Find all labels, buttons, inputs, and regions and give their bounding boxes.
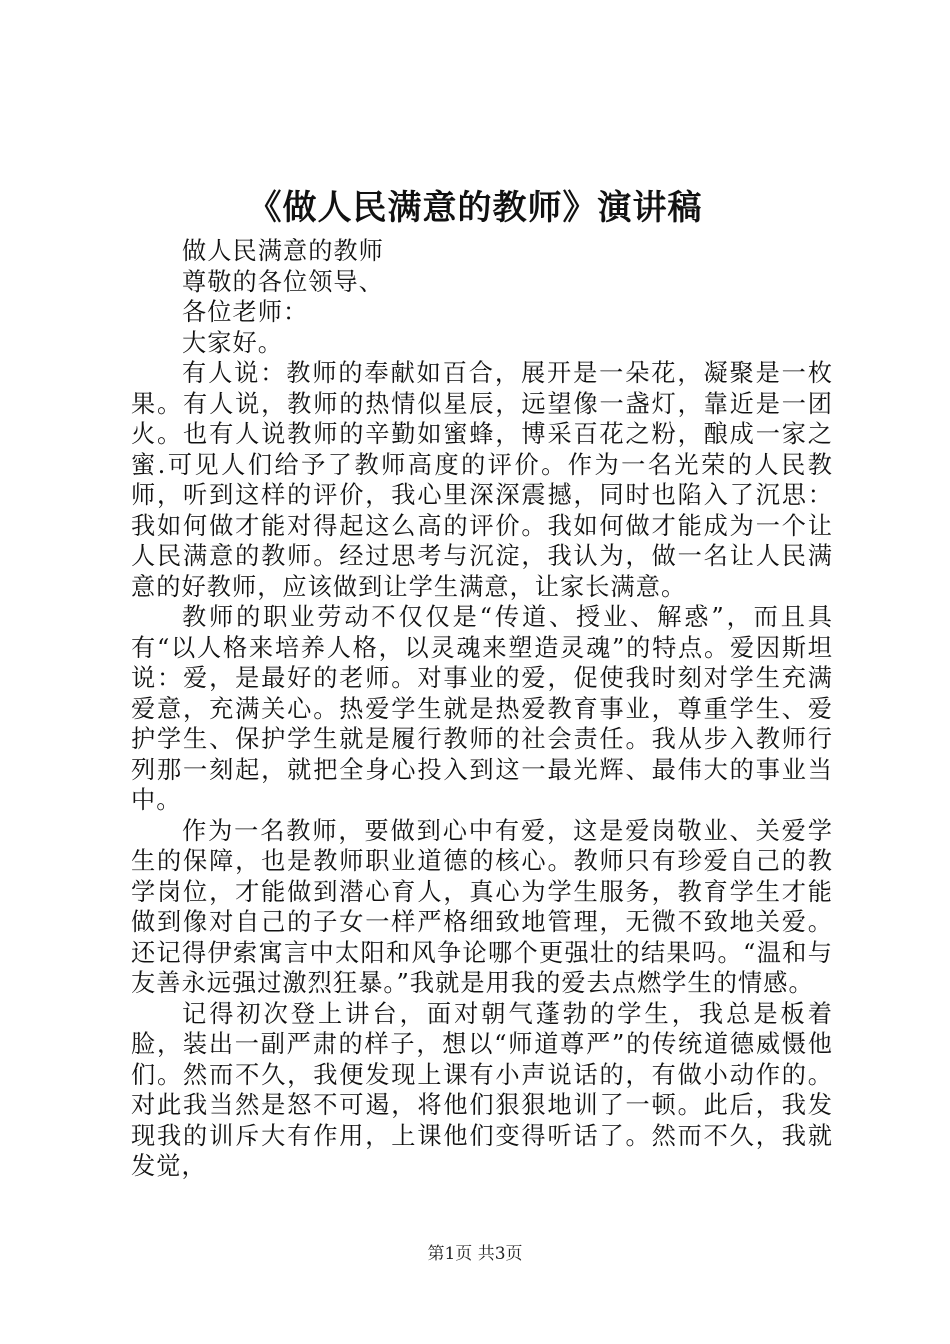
page-footer: 第1页 共3页 [427, 1244, 523, 1264]
paragraph-body-1: 有人说：教师的奉献如百合，展开是一朵花，凝聚是一枚果。有人说，教师的热情似星辰，远望像一盏灯，靠近是一团火。也有人说教师的辛勤如蜜蜂，博采百花之粉，酿成一家之蜜.可见人们给予了教师高度的评价。作为一名光荣的人民教师，听到这样的评价，我心里深深震撼，同时也陷入了沉思：我如何做才能对得起这么高的评价。我如何做才能成为一个让人民满意的教师。经过思考与沉淀，我认为，做一名让人民满意的好教师，应该做到让学生满意，让家长满意。 [131, 359, 833, 601]
paragraph-greeting: 大家好。 [182, 328, 283, 357]
paragraph-body-3: 作为一名教师，要做到心中有爱，这是爱岗敬业、关爱学生的保障，也是教师职业道德的核心。教师只有珍爱自己的教学岗位，才能做到潜心育人，真心为学生服务，教育学生才能做到像对自己的子女一样严格细致地管理，无微不致地关爱。还记得伊索寓言中太阳和风争论哪个更强壮的结果吗。“温和与友善永远强过激烈狂暴。”我就是用我的爱去点燃学生的情感。 [131, 816, 833, 997]
paragraph-body-4: 记得初次登上讲台，面对朝气蓬勃的学生，我总是板着脸，装出一副严肃的样子，想以“师道尊严”的传统道德威慑他们。然而不久，我便发现上课有小声说话的，有做小动作的。对此我当然是怒不可遏，将他们狠狠地训了一顿。此后，我发现我的训斥大有作用，上课他们变得听话了。然而不久，我就发觉， [131, 999, 833, 1180]
paragraph-subtitle: 做人民满意的教师 [182, 237, 384, 265]
document-body [131, 236, 833, 1182]
paragraph-salutation-teachers: 各位老师： [182, 298, 309, 326]
paragraph-salutation-leaders: 尊敬的各位领导、 [182, 267, 384, 296]
paragraph-body-2: 教师的职业劳动不仅仅是“传道、授业、解惑”，而且具有“以人格来培养人格，以灵魂来塑造灵魂”的特点。爱因斯坦说：爱，是最好的老师。对事业的爱，促使我时刻对学生充满爱意，充满关心。热爱学生就是热爱教育事业，尊重学生、爱护学生、保护学生就是履行教师的社会责任。我从步入教师行列那一刻起，就把全身心投入到这一最光辉、最伟大的事业当中。 [131, 603, 833, 814]
document-title: 《做人民满意的教师》演讲稿 [247, 188, 703, 228]
